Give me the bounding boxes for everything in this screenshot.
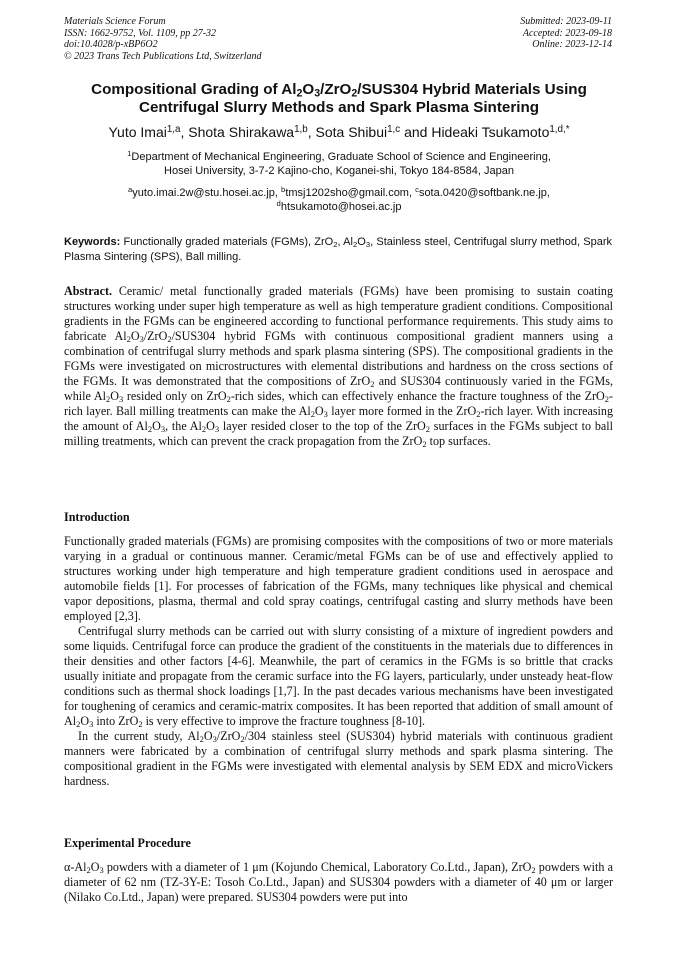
copyright-line: © 2023 Trans Tech Publications Ltd, Switzerland — [64, 50, 262, 62]
experimental-body — [64, 860, 613, 905]
paragraph: Functionally graded materials (FGMs) are promising composites with the compositions of two or more materials varying in a gradual or continuous manner. Ceramic/metal FGMs can be of use and effectively applied to structures working under high temperature and high temperature gradient conditions used in aerospace and automobile fields [1]. For processes of fabrication of the FGMs, many techniques like physical and chemical vapor depositions, plasma, thermal and cold spray coatings, centrifugal casting and slurry methods have been employed [2,3]. — [64, 534, 613, 623]
email-link[interactable]: htsukamoto@hosei.ac.jp — [280, 201, 402, 213]
doi-line: doi:10.4028/p-xBP6O2 — [64, 39, 158, 50]
submission-dates — [520, 16, 612, 51]
email-link[interactable]: sota.0420@softbank.ne.jp, — [418, 187, 550, 199]
section-heading-experimental: Experimental Procedure — [64, 836, 191, 850]
online-date: Online: 2023-12-14 — [532, 39, 612, 50]
email-link[interactable]: yuto.imai.2w@stu.hosei.ac.jp, — [132, 187, 282, 199]
author-name: Shota Shirakawa — [188, 124, 295, 140]
author-name: Hideaki Tsukamoto — [431, 124, 550, 140]
issn-line: ISSN: 1662-9752, Vol. 1109, pp 27-32 — [64, 27, 217, 39]
author-name: Yuto Imai — [108, 124, 167, 140]
journal-name: Materials Science Forum — [64, 16, 166, 27]
author-emails: $^a$yuto.imai.2w@stu.hosei.ac.jp, $^b$tmsj1202sho@gmail.com, $^c$sota.0420@softbank.ne.jp, $^d$htsukamoto@hosei.ac.jp — [128, 185, 550, 213]
author-name: Sota Shibui — [315, 124, 388, 140]
submitted-date: Submitted: 2023-09-11 — [520, 16, 612, 27]
author-list: Yuto Imai$^{1,a}$, Shota Shirakawa$^{1,b}$, Sota Shibui$^{1,c}$ and Hideaki Tsukamoto$^{1,d,*}$ — [108, 124, 570, 140]
affiliation: $^1$Department of Mechanical Engineering, Graduate School of Science and Engineering, Hosei University, 3-7-2 Kajino-cho, Koganei-shi, Tokyo 184-8584, Japan — [127, 149, 551, 177]
abstract: Abstract. Ceramic/ metal functionally graded materials (FGMs) have been promising to sustain coating structures working under super high temperature as well as high temperature gradient conditions. Compositional gradients in the FGMs can be engineered according to functional performance requirements. This study aims to fabricate $Al_2O_3/ZrO_2/SUS304$ hybrid FGMs with continuous compositional gradient manners using a combination of centrifugal slurry methods and spark plasma sintering (SPS). The compositional gradients in the FGMs were investigated on microstructures with elemental distributions and hardness on the cross sections of the FGMs. It was demonstrated that the compositions of ZrO$_2$ and SUS304 continuously varied in the FGMs, while $Al_2O_3$ resided only on ZrO$_2$-rich sides, which can effectively enhance the fracture toughness of the ZrO$_2$-rich layer. Ball milling treatments can make the $Al_2O_3$ layer more formed in the ZrO$_2$-rich layer. With increasing the amount of $Al_2O_3$, the $Al_2O_3$ layer resided closer to the top of the ZrO$_2$ surfaces in the FGMs subject to ball milling treatments, which can prevent the crack propagation from the ZrO$_2$ top surfaces. — [64, 284, 614, 450]
email-link[interactable]: tmsj1202sho@gmail.com, — [285, 187, 416, 199]
abstract-label: Abstract. — [64, 284, 113, 298]
journal-info — [64, 16, 262, 62]
section-heading-introduction: Introduction — [64, 510, 130, 524]
paragraph: $\alpha-Al_2O_3$ powders with a diameter of 1 μm (Kojundo Chemical, Laboratory Co.Ltd., Japan), ZrO$_2$ powders with a diameter of 62 nm (TZ-3Y-E: Tosoh Co.Ltd., Japan) and SUS304 powders with a diameter of 40 μm or larger (Nilako Co.Ltd., Japan) were prepared. SUS304 powders were put into — [64, 860, 613, 904]
paragraph: Centrifugal slurry methods can be carried out with slurry consisting of a mixture of ingredient powders and some liquids. Centrifugal force can produce the gradient of the constituents in the materials due to differences in their densities and other factors [4-6]. Meanwhile, the part of ceramics in the FGMs is so brittle that cracks usually initiate and propagate from the ceramic surface into the FG layers, particularly, under unsteady heat-flow conditions such as thermal shock loadings [1,7]. In the past decades various mechanisms have been investigated for toughening of ceramics and ceramic-matrix composites. It has been reported that addition of small amount of $Al_2O_3$ into ZrO$_2$ is very effective to improve the fracture toughness [8-10]. — [64, 624, 613, 730]
paragraph: In the current study, $Al_2O_3/ZrO_2/304$ stainless steel (SUS304) hybrid materials with continuous gradient manners were fabricated by a combination of centrifugal slurry methods and spark plasma sintering. The compositional gradient in the FGMs were investigated with elemental analysis by SEM EDX and microVickers hardness. — [64, 729, 614, 788]
keywords: Keywords: Functionally graded materials (FGMs), ZrO$_2$, $Al_2O_3$, Stainless steel, Centrifugal slurry method, Spark Plasma Sintering (SPS), Ball milling. — [64, 236, 612, 263]
paper-title: Compositional Grading of $Al_2O_3/ZrO_2/SUS304$ Hybrid Materials Using Centrifugal Slurry Methods and Spark Plasma Sintering — [91, 81, 587, 116]
introduction-body — [64, 534, 613, 789]
keywords-label: Keywords: — [64, 236, 121, 248]
accepted-date: Accepted: 2023-09-18 — [522, 27, 612, 39]
